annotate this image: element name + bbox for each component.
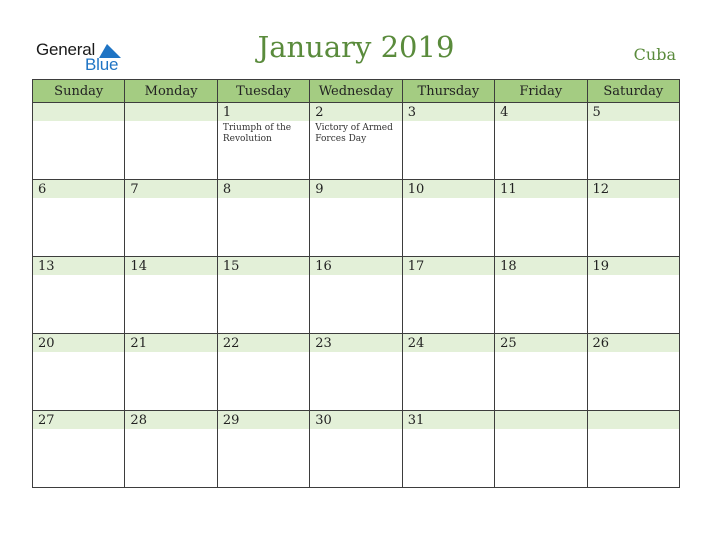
calendar-title: January 2019 xyxy=(257,30,455,64)
day-cell xyxy=(33,334,125,411)
day-cell xyxy=(587,411,679,488)
weekday-monday: Monday xyxy=(125,80,217,103)
day-number: 30 xyxy=(315,413,332,428)
logo-text-general: General xyxy=(36,40,96,59)
day-number: 2 xyxy=(315,105,324,120)
day-cell-band xyxy=(33,180,124,198)
day-cell xyxy=(495,103,587,180)
day-cell xyxy=(217,334,309,411)
day-cell xyxy=(310,103,402,180)
week-row xyxy=(33,334,680,411)
day-cell xyxy=(33,257,125,334)
day-cell xyxy=(310,334,402,411)
day-number: 6 xyxy=(38,182,47,197)
day-cell xyxy=(33,103,125,180)
day-cell xyxy=(310,411,402,488)
day-cell xyxy=(402,334,494,411)
day-cell-band xyxy=(218,180,309,198)
day-number: 21 xyxy=(130,336,147,351)
day-number: 9 xyxy=(315,182,324,197)
day-cell xyxy=(125,257,217,334)
day-number: 28 xyxy=(130,413,147,428)
holiday-label: Triumph of the Revolution xyxy=(222,123,292,144)
day-cell xyxy=(402,103,494,180)
day-cell xyxy=(587,334,679,411)
week-row xyxy=(33,180,680,257)
day-cell xyxy=(217,411,309,488)
day-number: 3 xyxy=(407,105,416,120)
day-cell xyxy=(125,103,217,180)
day-number: 12 xyxy=(592,182,610,197)
day-cell-band xyxy=(588,103,679,121)
day-cell xyxy=(495,411,587,488)
day-number: 4 xyxy=(500,105,509,120)
day-cell xyxy=(217,180,309,257)
day-number: 31 xyxy=(407,413,425,428)
day-cell xyxy=(495,257,587,334)
weekday-wednesday: Wednesday xyxy=(310,80,402,103)
day-number: 8 xyxy=(222,182,232,197)
day-number: 25 xyxy=(500,336,517,351)
week-row xyxy=(33,257,680,334)
day-number: 29 xyxy=(222,413,240,428)
day-cell-band xyxy=(403,103,494,121)
day-cell xyxy=(125,411,217,488)
day-cell-band xyxy=(125,103,216,121)
calendar-grid xyxy=(32,79,680,488)
day-number: 1 xyxy=(222,105,232,120)
weekday-saturday: Saturday xyxy=(587,80,679,103)
day-number: 10 xyxy=(407,182,425,197)
day-number: 26 xyxy=(592,336,610,351)
day-cell xyxy=(587,180,679,257)
day-number: 20 xyxy=(38,336,55,351)
weekday-tuesday: Tuesday xyxy=(217,80,309,103)
country-label: Cuba xyxy=(633,45,676,64)
day-number: 23 xyxy=(315,336,332,351)
day-cell-band xyxy=(218,103,309,121)
day-number: 14 xyxy=(130,259,147,274)
holiday-label: Victory of Armed Forces Day xyxy=(315,123,393,144)
day-cell xyxy=(310,257,402,334)
day-number: 18 xyxy=(500,259,517,274)
day-cell-band xyxy=(495,103,586,121)
day-cell xyxy=(587,103,679,180)
day-cell xyxy=(402,180,494,257)
day-cell-band xyxy=(495,411,586,429)
weekday-friday: Friday xyxy=(495,80,587,103)
weekday-sunday: Sunday xyxy=(33,80,125,103)
day-cell xyxy=(217,257,309,334)
day-cell xyxy=(402,411,494,488)
week-row xyxy=(33,103,680,180)
week-row xyxy=(33,411,680,488)
day-number: 17 xyxy=(407,259,425,274)
day-number: 22 xyxy=(222,336,240,351)
day-cell-band xyxy=(588,411,679,429)
day-cell xyxy=(125,334,217,411)
weekday-header-row xyxy=(33,80,680,103)
day-cell-band xyxy=(310,180,401,198)
logo-text-blue: Blue xyxy=(85,55,119,74)
day-number: 15 xyxy=(222,259,240,274)
day-cell xyxy=(125,180,217,257)
day-cell xyxy=(495,180,587,257)
day-number: 19 xyxy=(592,259,610,274)
day-cell xyxy=(33,411,125,488)
day-number: 7 xyxy=(130,182,139,197)
day-cell xyxy=(495,334,587,411)
day-cell xyxy=(217,103,309,180)
day-cell xyxy=(310,180,402,257)
day-cell xyxy=(33,180,125,257)
day-cell-band xyxy=(33,103,124,121)
day-cell xyxy=(402,257,494,334)
day-number: 24 xyxy=(407,336,425,351)
day-number: 13 xyxy=(38,259,55,274)
weekday-thursday: Thursday xyxy=(402,80,494,103)
day-cell-band xyxy=(125,180,216,198)
day-cell xyxy=(587,257,679,334)
day-number: 27 xyxy=(38,413,55,428)
day-number: 5 xyxy=(592,105,601,120)
day-cell-band xyxy=(310,103,401,121)
day-number: 16 xyxy=(315,259,332,274)
day-number: 11 xyxy=(500,182,517,197)
